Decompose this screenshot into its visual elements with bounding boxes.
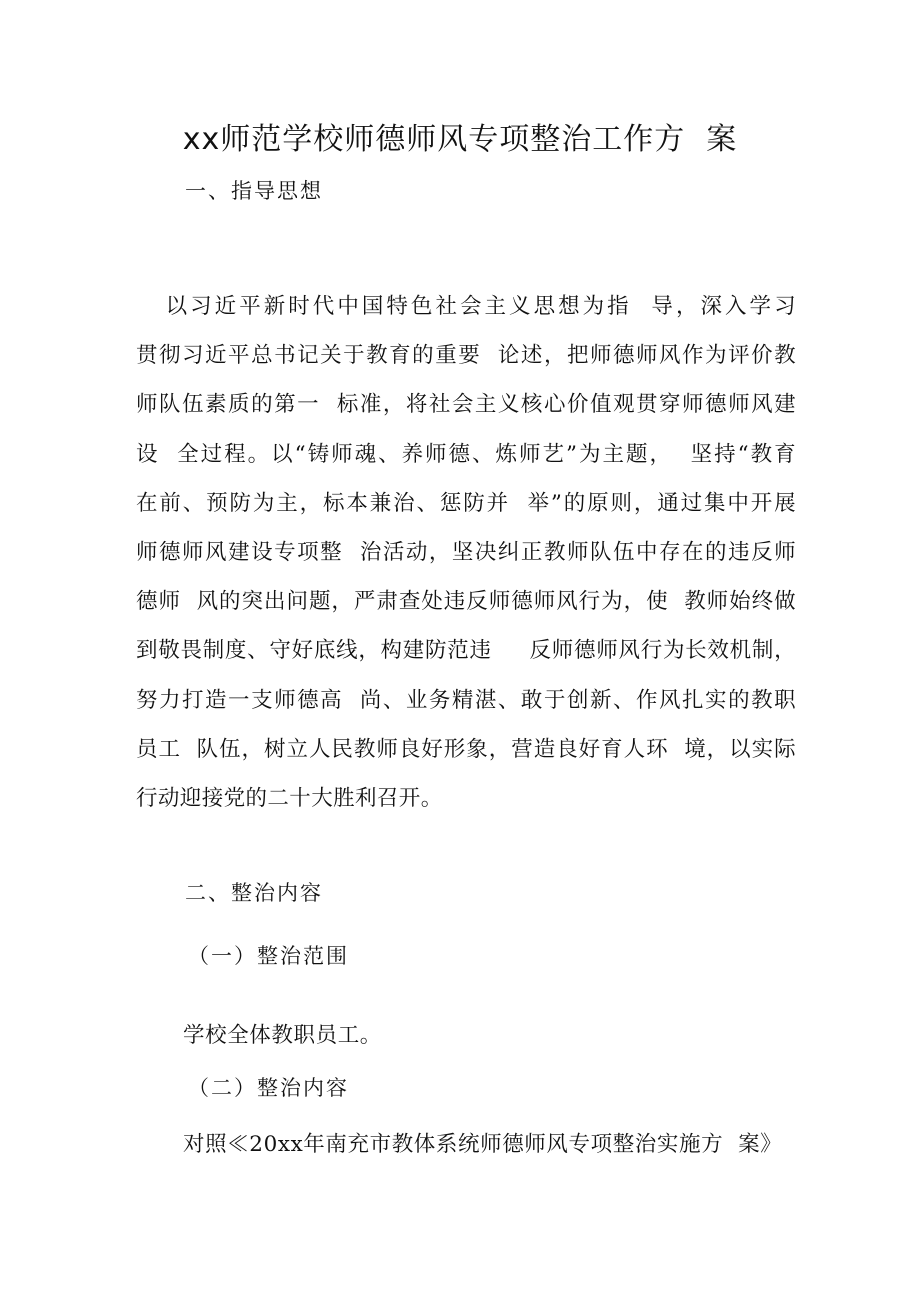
paragraph-line: 设 全过程。以“铸师魂、养师德、炼师艺”为主题， 坚持“教育 [136,441,796,467]
section1-heading: 一、指导思想 [185,179,323,203]
subsection2-text: 对照≪20xx年南充市教体系统师德师风专项整治实施方 案》 [183,1132,783,1157]
subsection2-heading: （二）整治内容 [188,1076,349,1100]
section2-heading: 二、整治内容 [185,881,323,905]
paragraph-line: 师队伍素质的第一 标准，将社会主义核心价值观贯穿师德师风建 [136,392,796,418]
subsection1-heading: （一）整治范围 [188,944,349,968]
paragraph-line: 师德师风建设专项整 治活动，坚决纠正教师队伍中存在的违反师 [136,539,796,565]
section1-paragraph [136,282,796,823]
paragraph-line: 在前、预防为主，标本兼治、惩防并 举”的原则，通过集中开展 [136,490,796,516]
paragraph-line: 德师 风的突出问题，严肃查处违反师德师风行为，使 教师始终做 [136,589,796,615]
document-title: xx师范学校师德师风专项整治工作方 案 [182,122,738,157]
paragraph-line: 努力打造一支师德高 尚、业务精湛、敢于创新、作风扎实的教职 [136,687,796,713]
paragraph-line: 到敬畏制度、守好底线，构建防范违 反师德师风行为长效机制， [136,638,796,664]
paragraph-line: 以习近平新时代中国特色社会主义思想为指 导，深入学习 [136,294,796,319]
paragraph-line: 贯彻习近平总书记关于教育的重要 论述，把师德师风作为评价教 [136,343,796,369]
paragraph-line-last: 行动迎接党的二十大胜利召开。 [136,785,443,811]
subsection1-text: 学校全体教职员工。 [183,1023,382,1048]
paragraph-line: 员工 队伍，树立人民教师良好形象，营造良好育人环 境，以实际 [136,736,796,762]
